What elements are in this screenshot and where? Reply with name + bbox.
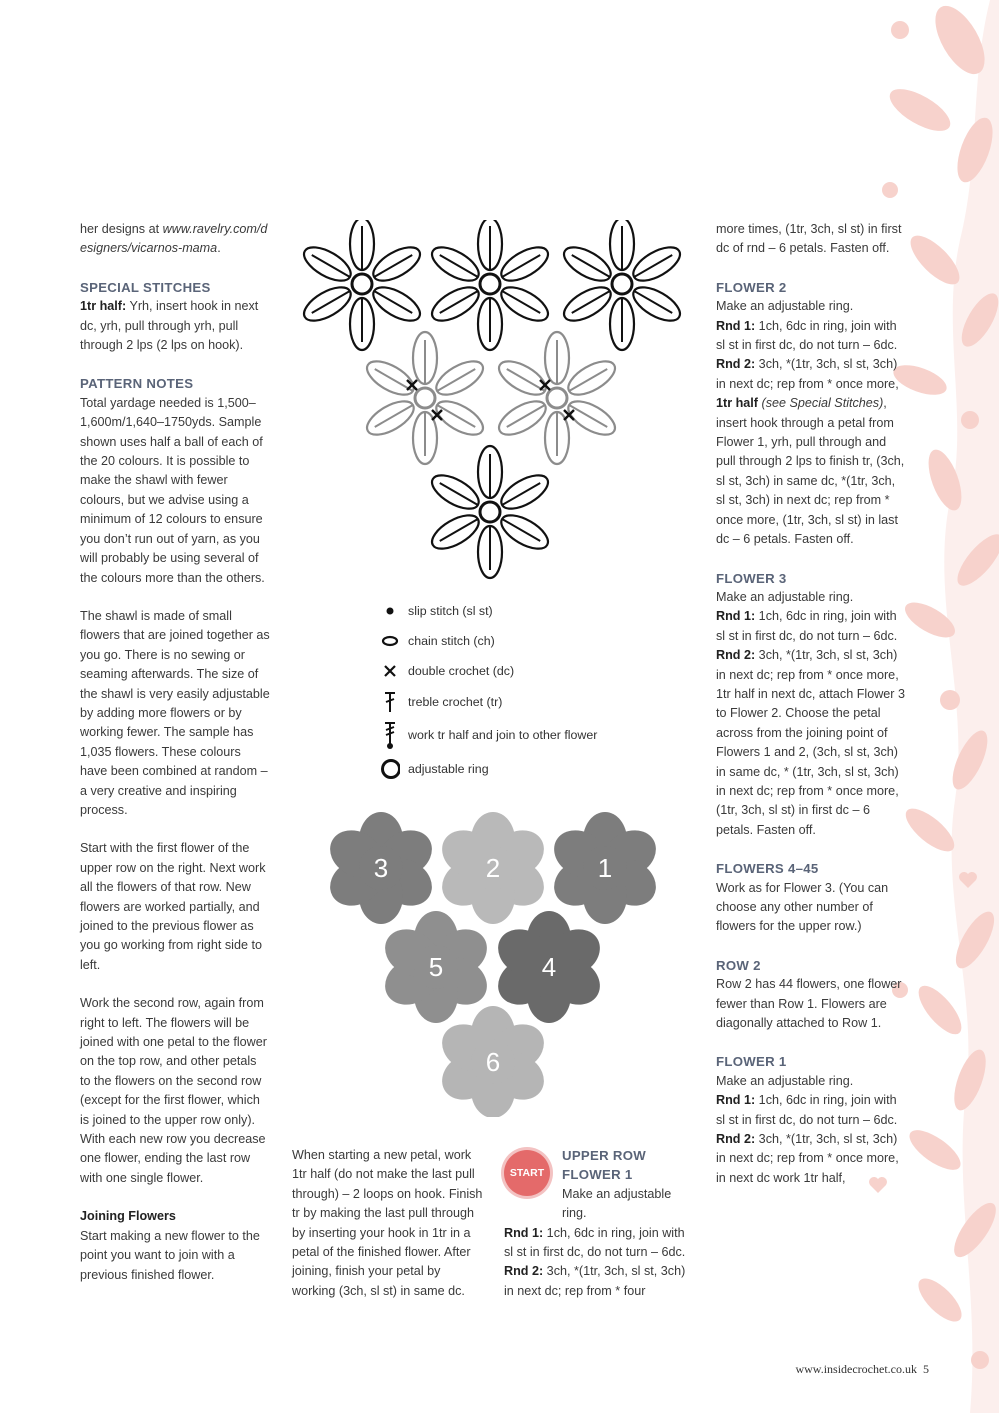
legend-adjustable-ring xyxy=(380,758,489,780)
rnd-label: Rnd 2: xyxy=(716,357,756,372)
upper-row-column xyxy=(504,1146,694,1301)
flower-3 xyxy=(322,812,441,924)
f2-rnd2 xyxy=(716,355,906,549)
rnd-text: 1ch, 6dc in ring, join with sl st in first dc, do not turn – 6dc. xyxy=(716,318,898,353)
flower-layout-diagram xyxy=(318,812,668,1117)
treble-crochet-icon xyxy=(380,690,400,714)
rnd-text: 3ch, *(1tr, 3ch, sl st, 3ch) in next dc; rep from * once more, xyxy=(716,357,899,391)
f2-text: Make an adjustable ring. xyxy=(716,299,854,314)
rnd-text: 3ch, *(1tr, 3ch, sl st, 3ch) in next dc; rep from * once more, in next dc work 1tr half, xyxy=(716,1132,899,1185)
intro-end: . xyxy=(217,241,221,256)
joining-flowers-text: Start making a new flower to the point you want to join with a previous finished flower. xyxy=(80,1228,260,1282)
special-stitch-paragraph xyxy=(80,297,270,355)
page-number: 5 xyxy=(923,1362,929,1376)
start-badge: START xyxy=(504,1150,550,1196)
flower-2 xyxy=(434,812,553,924)
designer-link-paragraph xyxy=(80,220,270,259)
designer-link[interactable]: www.ravelry.com/designers/vicarnos-mama xyxy=(80,222,268,256)
flowers-4-45-heading: FLOWERS 4–45 xyxy=(716,861,819,877)
intro-text: her designs at xyxy=(80,222,163,236)
rnd-label: Rnd 2: xyxy=(504,1264,544,1279)
r2f1-rnd1 xyxy=(716,1091,906,1130)
rnd-label: Rnd 2: xyxy=(716,1132,756,1147)
rnd-label: Rnd 1: xyxy=(716,1093,756,1108)
tr-half-join-icon xyxy=(380,720,400,750)
upper-rnd2 xyxy=(504,1262,694,1301)
rnd-label: Rnd 1: xyxy=(716,609,756,624)
crochet-chart-diagram xyxy=(292,220,692,580)
flower-1-heading: FLOWER 1 xyxy=(562,1167,633,1183)
legend-double-crochet xyxy=(380,664,514,678)
f2-rnd1 xyxy=(716,317,906,356)
rnd-text: 1ch, 6dc in ring, join with sl st in first dc, do not turn – 6dc. xyxy=(716,1093,898,1127)
joining-continued-text: When starting a new petal, work 1tr half (do not make the last pull through) – 2 loops on hook. Finish tr by making the last pull through by inserting your hook in 1tr in a petal of the finished flower. After joining, finish your petal by working (3ch, sl st) in same dc. xyxy=(292,1148,483,1298)
joining-flowers-heading: Joining Flowers xyxy=(80,1209,176,1224)
upper-row-heading: UPPER ROW xyxy=(562,1148,647,1163)
rnd-label: Rnd 1: xyxy=(716,318,756,333)
legend-label: double crochet (dc) xyxy=(408,664,515,678)
special-term: 1tr half: xyxy=(80,299,127,314)
rnd-label: Rnd 2: xyxy=(716,648,756,663)
legend-label: slip stitch (sl st) xyxy=(408,604,493,618)
notes-paragraph-1: Total yardage needed is 1,500–1,600m/1,640–1750yds. Sample shown uses half a ball of each of the 20 colours. It is possible to make the shawl with fewer colours, but we advise using a minimum of 12 colours to ensure you don’t run out of yarn, as you will probably be using several of the colours more than the others. xyxy=(80,395,265,585)
legend-treble-crochet xyxy=(380,690,502,714)
legend-label: treble crochet (tr) xyxy=(408,695,503,709)
continued-text: more times, (1tr, 3ch, sl st) in first dc of rnd – 6 petals. Fasten off. xyxy=(716,222,902,256)
flower-2-heading: FLOWER 2 xyxy=(716,279,787,295)
rnd-text: 3ch, *(1tr, 3ch, sl st, 3ch) in next dc; rep from * once more, 1tr half in next dc, attach Flower 3 to Flower 2. Choose the petal across from the joining point of Flowers 1 and 2, (3ch, sl st, 3ch) in same dc, * (1tr, 3ch, sl st, 3ch) in next dc; rep from * once more, (1tr, 3ch, sl st) in first dc – 6 petals. Fasten off. xyxy=(716,648,905,837)
rnd-term: 1tr half xyxy=(716,396,758,411)
svg-text:4: 4 xyxy=(541,952,557,982)
svg-text:2: 2 xyxy=(485,853,501,883)
r2f1-text: Make an adjustable ring. xyxy=(716,1073,854,1088)
svg-text:5: 5 xyxy=(428,952,444,982)
svg-text:1: 1 xyxy=(597,853,613,883)
rnd-ref: (see Special Stitches) xyxy=(758,396,884,411)
rnd-text: 1ch, 6dc in ring, join with sl st in first dc, do not turn – 6dc. xyxy=(504,1225,686,1260)
legend-slip-stitch xyxy=(380,604,493,618)
svg-text:6: 6 xyxy=(485,1047,501,1077)
flower-5 xyxy=(377,911,496,1023)
flower-3-heading: FLOWER 3 xyxy=(716,570,787,586)
notes-paragraph-3: Start with the first flower of the upper row on the right. Next work all the flowers of that row. New flowers are worked partially, and joined to the previous flower as you go working from right side to left. xyxy=(80,841,266,972)
upper-rnd1 xyxy=(504,1224,694,1263)
f445-text: Work as for Flower 3. (You can choose any other number of flowers for the upper row.) xyxy=(716,880,889,934)
notes-paragraph-2: The shawl is made of small flowers that are joined together as you go. There is no sewing or seaming afterwards. The size of the shawl is very easily adjustable by adding more flowers or by working fewer. The sample has 1,035 flowers. These colours have been combined at random – a very creative and inspiring process. xyxy=(80,608,270,817)
page-footer xyxy=(795,1362,929,1377)
row-2-heading: ROW 2 xyxy=(716,957,761,973)
row2-text: Row 2 has 44 flowers, one flower fewer than Row 1. Flowers are diagonally attached to Row 1. xyxy=(716,977,902,1031)
legend-label: work tr half and join to other flower xyxy=(408,728,598,742)
slip-stitch-icon xyxy=(380,606,400,616)
flower-1 xyxy=(546,812,665,924)
row2-flower-1-heading: FLOWER 1 xyxy=(716,1054,787,1070)
chain-stitch-icon xyxy=(380,635,400,647)
adjustable-ring-icon xyxy=(380,758,400,780)
f3-text: Make an adjustable ring. xyxy=(716,589,854,604)
flower-6 xyxy=(434,1006,553,1117)
rnd-text: 3ch, *(1tr, 3ch, sl st, 3ch) in next dc; rep from * four xyxy=(504,1264,686,1298)
upper-text-1: Make an adjustable ring. xyxy=(562,1186,672,1221)
footer-url[interactable]: www.insidecrochet.co.uk xyxy=(795,1362,917,1376)
notes-paragraph-4: Work the second row, again from right to left. The flowers will be joined with one petal to the flower on the top row, and other petals to the flowers on the second row (except for the first flower, which is joined to the upper row only). With each new row you decrease one flower, ending the last row with one single flower. xyxy=(80,996,267,1185)
rnd-text: , insert hook through a petal from Flower 1, yrh, pull through and pull through 2 lps to finish tr, (3ch, sl st, 3ch) in same dc, *(1tr, 3ch, sl st, 3ch) in next dc; rep from * once more, (1tr, 3ch, sl st) in last dc – 6 petals. Fasten off. xyxy=(716,396,905,547)
right-column xyxy=(716,220,906,1188)
f3-rnd1 xyxy=(716,607,906,646)
legend-label: adjustable ring xyxy=(408,762,489,776)
flower-4 xyxy=(490,911,609,1023)
middle-column xyxy=(292,1146,484,1320)
special-text: Yrh, insert hook in next dc, yrh, pull through yrh, pull through 2 lps (2 lps on hook). xyxy=(80,299,259,353)
legend-chain-stitch xyxy=(380,634,495,648)
double-crochet-icon xyxy=(380,664,400,678)
left-column xyxy=(80,220,270,1304)
legend-label: chain stitch (ch) xyxy=(408,634,495,648)
f3-rnd2 xyxy=(716,646,906,840)
r2f1-rnd2 xyxy=(716,1130,906,1188)
svg-text:3: 3 xyxy=(373,853,389,883)
pattern-notes-heading: PATTERN NOTES xyxy=(80,376,194,392)
rnd-text: 1ch, 6dc in ring, join with sl st in first dc, do not turn – 6dc. xyxy=(716,609,898,643)
rnd-label: Rnd 1: xyxy=(504,1225,544,1240)
special-stitches-heading: SPECIAL STITCHES xyxy=(80,279,211,295)
legend-tr-half-join xyxy=(380,720,597,750)
